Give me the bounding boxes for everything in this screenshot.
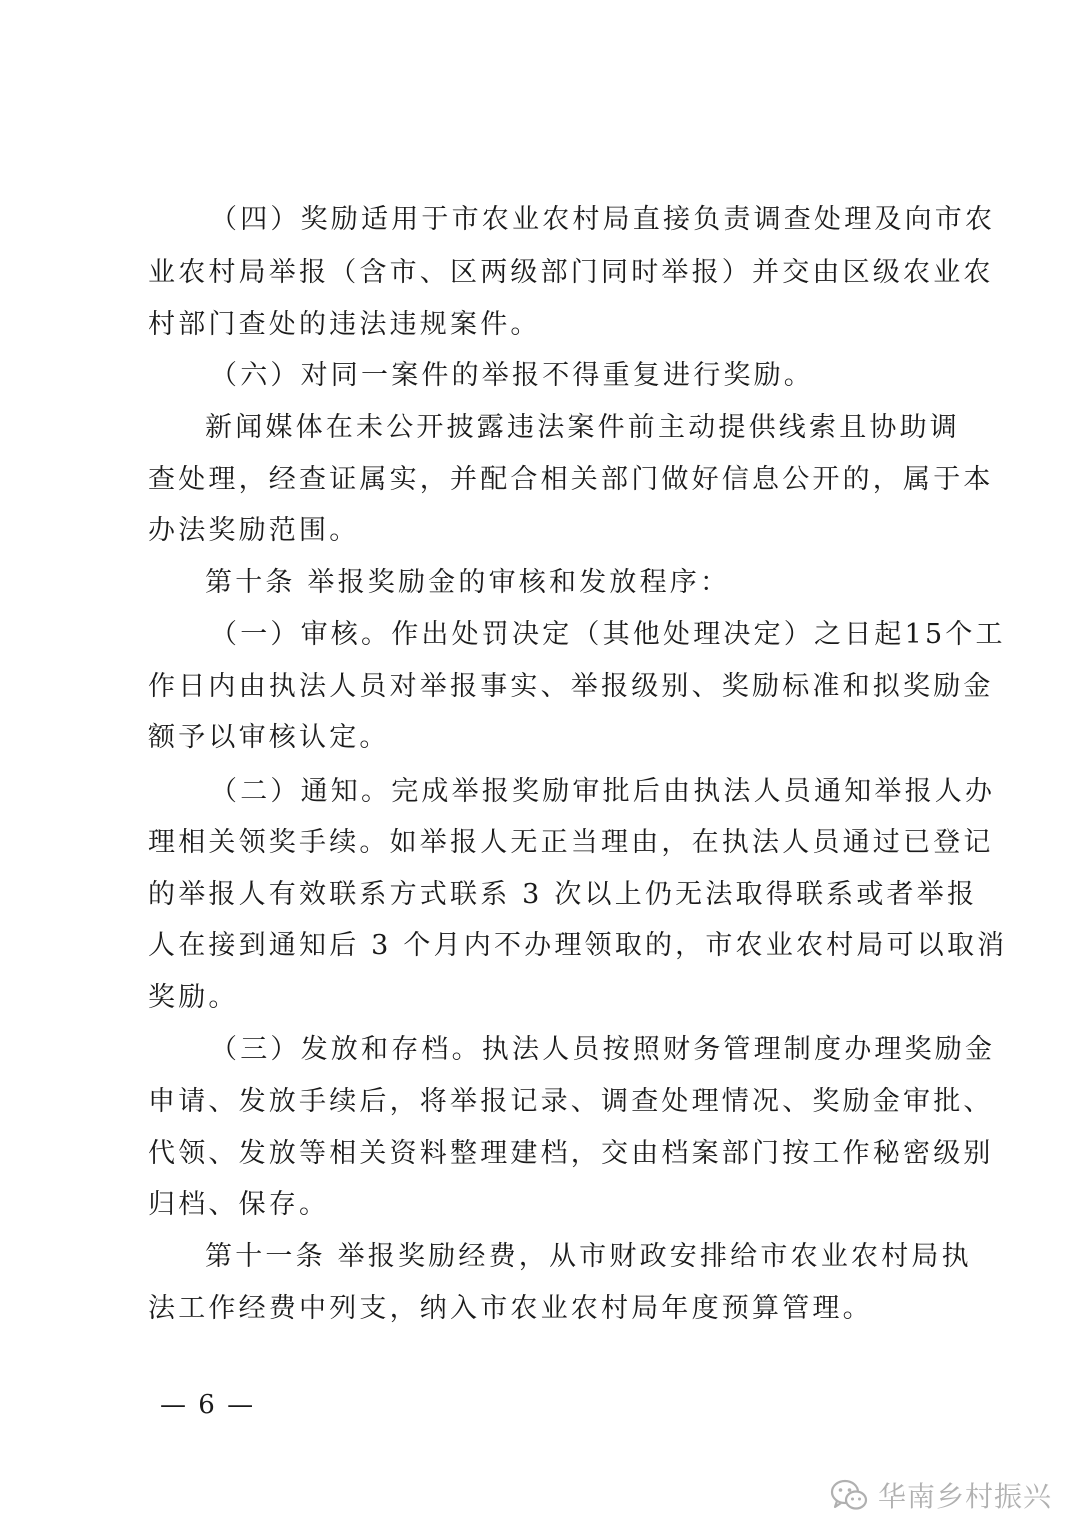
watermark-text: 华南乡村振兴 xyxy=(877,1480,1052,1513)
paragraph-line: 新闻媒体在未公开披露违法案件前主动提供线索且协助调 xyxy=(205,412,960,443)
page-number: — 6 — xyxy=(160,1390,256,1420)
article-heading: 第十条 举报奖励金的审核和发放程序： xyxy=(205,567,731,598)
paragraph-line: 业农村局举报（含市、区两级部门同时举报）并交由区级农业农 xyxy=(148,257,994,288)
paragraph-line: （三）发放和存档。执法人员按照财务管理制度办理奖励金 xyxy=(210,1034,996,1065)
wechat-icon xyxy=(830,1478,868,1512)
paragraph-line: （二）通知。完成举报奖励审批后由执法人员通知举报人办 xyxy=(210,776,996,807)
paragraph-line: 的举报人有效联系方式联系 3 次以上仍无法取得联系或者举报 xyxy=(148,879,978,910)
paragraph-line: （六）对同一案件的举报不得重复进行奖励。 xyxy=(210,360,814,391)
paragraph-line: 人在接到通知后 3 个月内不办理领取的，市农业农村局可以取消 xyxy=(148,930,1008,961)
paragraph-line: 办法奖励范围。 xyxy=(148,515,360,546)
paragraph-line: 归档、保存。 xyxy=(148,1189,330,1220)
paragraph-line: 额予以审核认定。 xyxy=(148,722,390,753)
paragraph-line: 奖励。 xyxy=(148,982,239,1013)
paragraph-line: 法工作经费中列支，纳入市农业农村局年度预算管理。 xyxy=(148,1293,873,1324)
paragraph-line: 理相关领奖手续。如举报人无正当理由，在执法人员通过已登记 xyxy=(148,827,994,858)
paragraph-line: 作日内由执法人员对举报事实、举报级别、奖励标准和拟奖励金 xyxy=(148,671,994,702)
paragraph-line: （四）奖励适用于市农业农村局直接负责调查处理及向市农 xyxy=(210,204,996,235)
paragraph-line: 代领、发放等相关资料整理建档，交由档案部门按工作秘密级别 xyxy=(148,1138,994,1169)
watermark xyxy=(830,1475,1052,1515)
paragraph-line: 申请、发放手续后，将举报记录、调查处理情况、奖励金审批、 xyxy=(148,1086,994,1117)
paragraph-line: （一）审核。作出处罚决定（其他处理决定）之日起15个工 xyxy=(210,619,1006,650)
paragraph-line: 村部门查处的违法违规案件。 xyxy=(148,309,541,340)
article-heading: 第十一条 举报奖励经费，从市财政安排给市农业农村局执 xyxy=(205,1241,972,1272)
paragraph-line: 查处理，经查证属实，并配合相关部门做好信息公开的，属于本 xyxy=(148,464,994,495)
